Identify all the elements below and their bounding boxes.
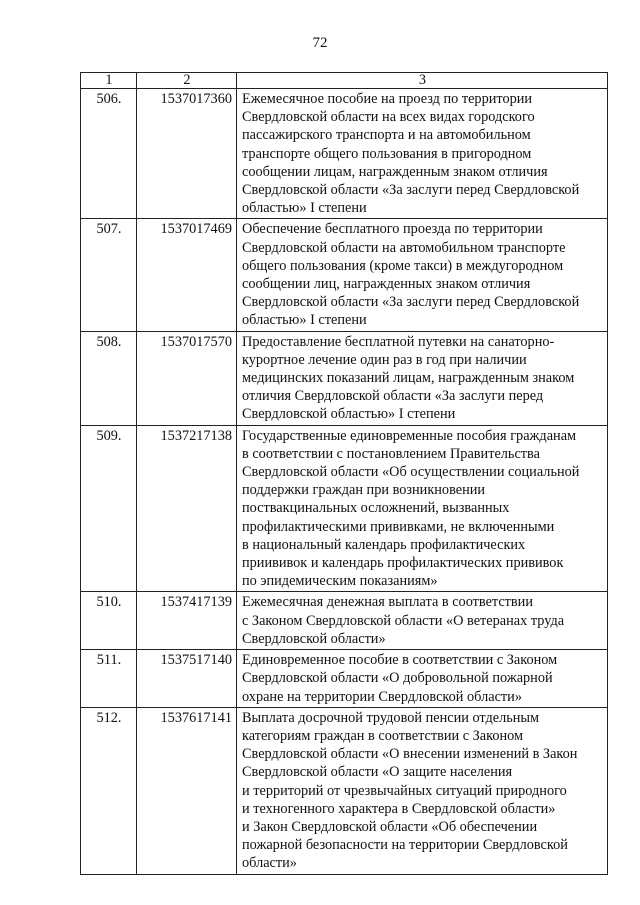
budget-code-cell: 1537417139	[137, 592, 237, 650]
row-number-cell: 506.	[81, 89, 137, 219]
table-header-row	[81, 73, 608, 89]
table-row	[81, 89, 608, 219]
table-row	[81, 707, 608, 874]
page-number: 72	[312, 35, 328, 51]
document-table	[80, 72, 608, 875]
row-number-cell: 507.	[81, 219, 137, 331]
budget-code-cell: 1537017360	[137, 89, 237, 219]
budget-code-cell: 1537017469	[137, 219, 237, 331]
description-cell: Единовременное пособие в соответствии с Законом Свердловской области «О добровольной пожарной охране на территории Свердловской области»	[237, 650, 608, 708]
table-row	[81, 331, 608, 425]
budget-code-cell: 1537017570	[137, 331, 237, 425]
budget-code-cell: 1537517140	[137, 650, 237, 708]
table-row	[81, 425, 608, 592]
table-row	[81, 650, 608, 708]
row-number-cell: 510.	[81, 592, 137, 650]
description-cell: Ежемесячная денежная выплата в соответствии с Законом Свердловской области «О ветеранах труда Свердловской области»	[237, 592, 608, 650]
description-cell: Государственные единовременные пособия гражданам в соответствии с постановлением Правительства Свердловской области «Об осуществлении социальной поддержки граждан при возникновении поствакцинальных осложнений, вызванных профилактическими прививками, не включенными в национальный календарь профилактических приививок и календарь профилактических прививок по эпидемическим показаниям»	[237, 425, 608, 592]
description-cell: Выплата досрочной трудовой пенсии отдельным категориям граждан в соответствии с Законом Свердловской области «О внесении изменений в Закон Свердловской области «О защите населения и территорий от чрезвычайных ситуаций природного и техногенного характера в Свердловской области» и Закон Свердловской области «Об обеспечении пожарной безопасности на территории Свердловской области»	[237, 707, 608, 874]
budget-code-cell: 1537617141	[137, 707, 237, 874]
column-header-3: 3	[237, 73, 608, 89]
row-number-cell: 511.	[81, 650, 137, 708]
description-cell: Обеспечение бесплатного проезда по территории Свердловской области на автомобильном транспорте общего пользования (кроме такси) в междугородном сообщении лиц, награжденных знаком отличия Свердловской области «За заслуги перед Свердловской областью» I степени	[237, 219, 608, 331]
row-number-cell: 512.	[81, 707, 137, 874]
table-row	[81, 592, 608, 650]
budget-code-cell: 1537217138	[137, 425, 237, 592]
row-number-cell: 508.	[81, 331, 137, 425]
table-row	[81, 219, 608, 331]
column-header-1: 1	[81, 73, 137, 89]
column-header-2: 2	[137, 73, 237, 89]
description-cell: Предоставление бесплатной путевки на санаторно- курортное лечение один раз в год при наличии медицинских показаний лицам, награжденным знаком отличия Свердловской области «За заслуги перед Свердловской областью» I степени	[237, 331, 608, 425]
row-number-cell: 509.	[81, 425, 137, 592]
description-cell: Ежемесячное пособие на проезд по территории Свердловской области на всех видах городского пассажирского транспорта и на автомобильном транспорте общего пользования в пригородном сообщении лицам, награжденным знаком отличия Свердловской области «За заслуги перед Свердловской областью» I степени	[237, 89, 608, 219]
